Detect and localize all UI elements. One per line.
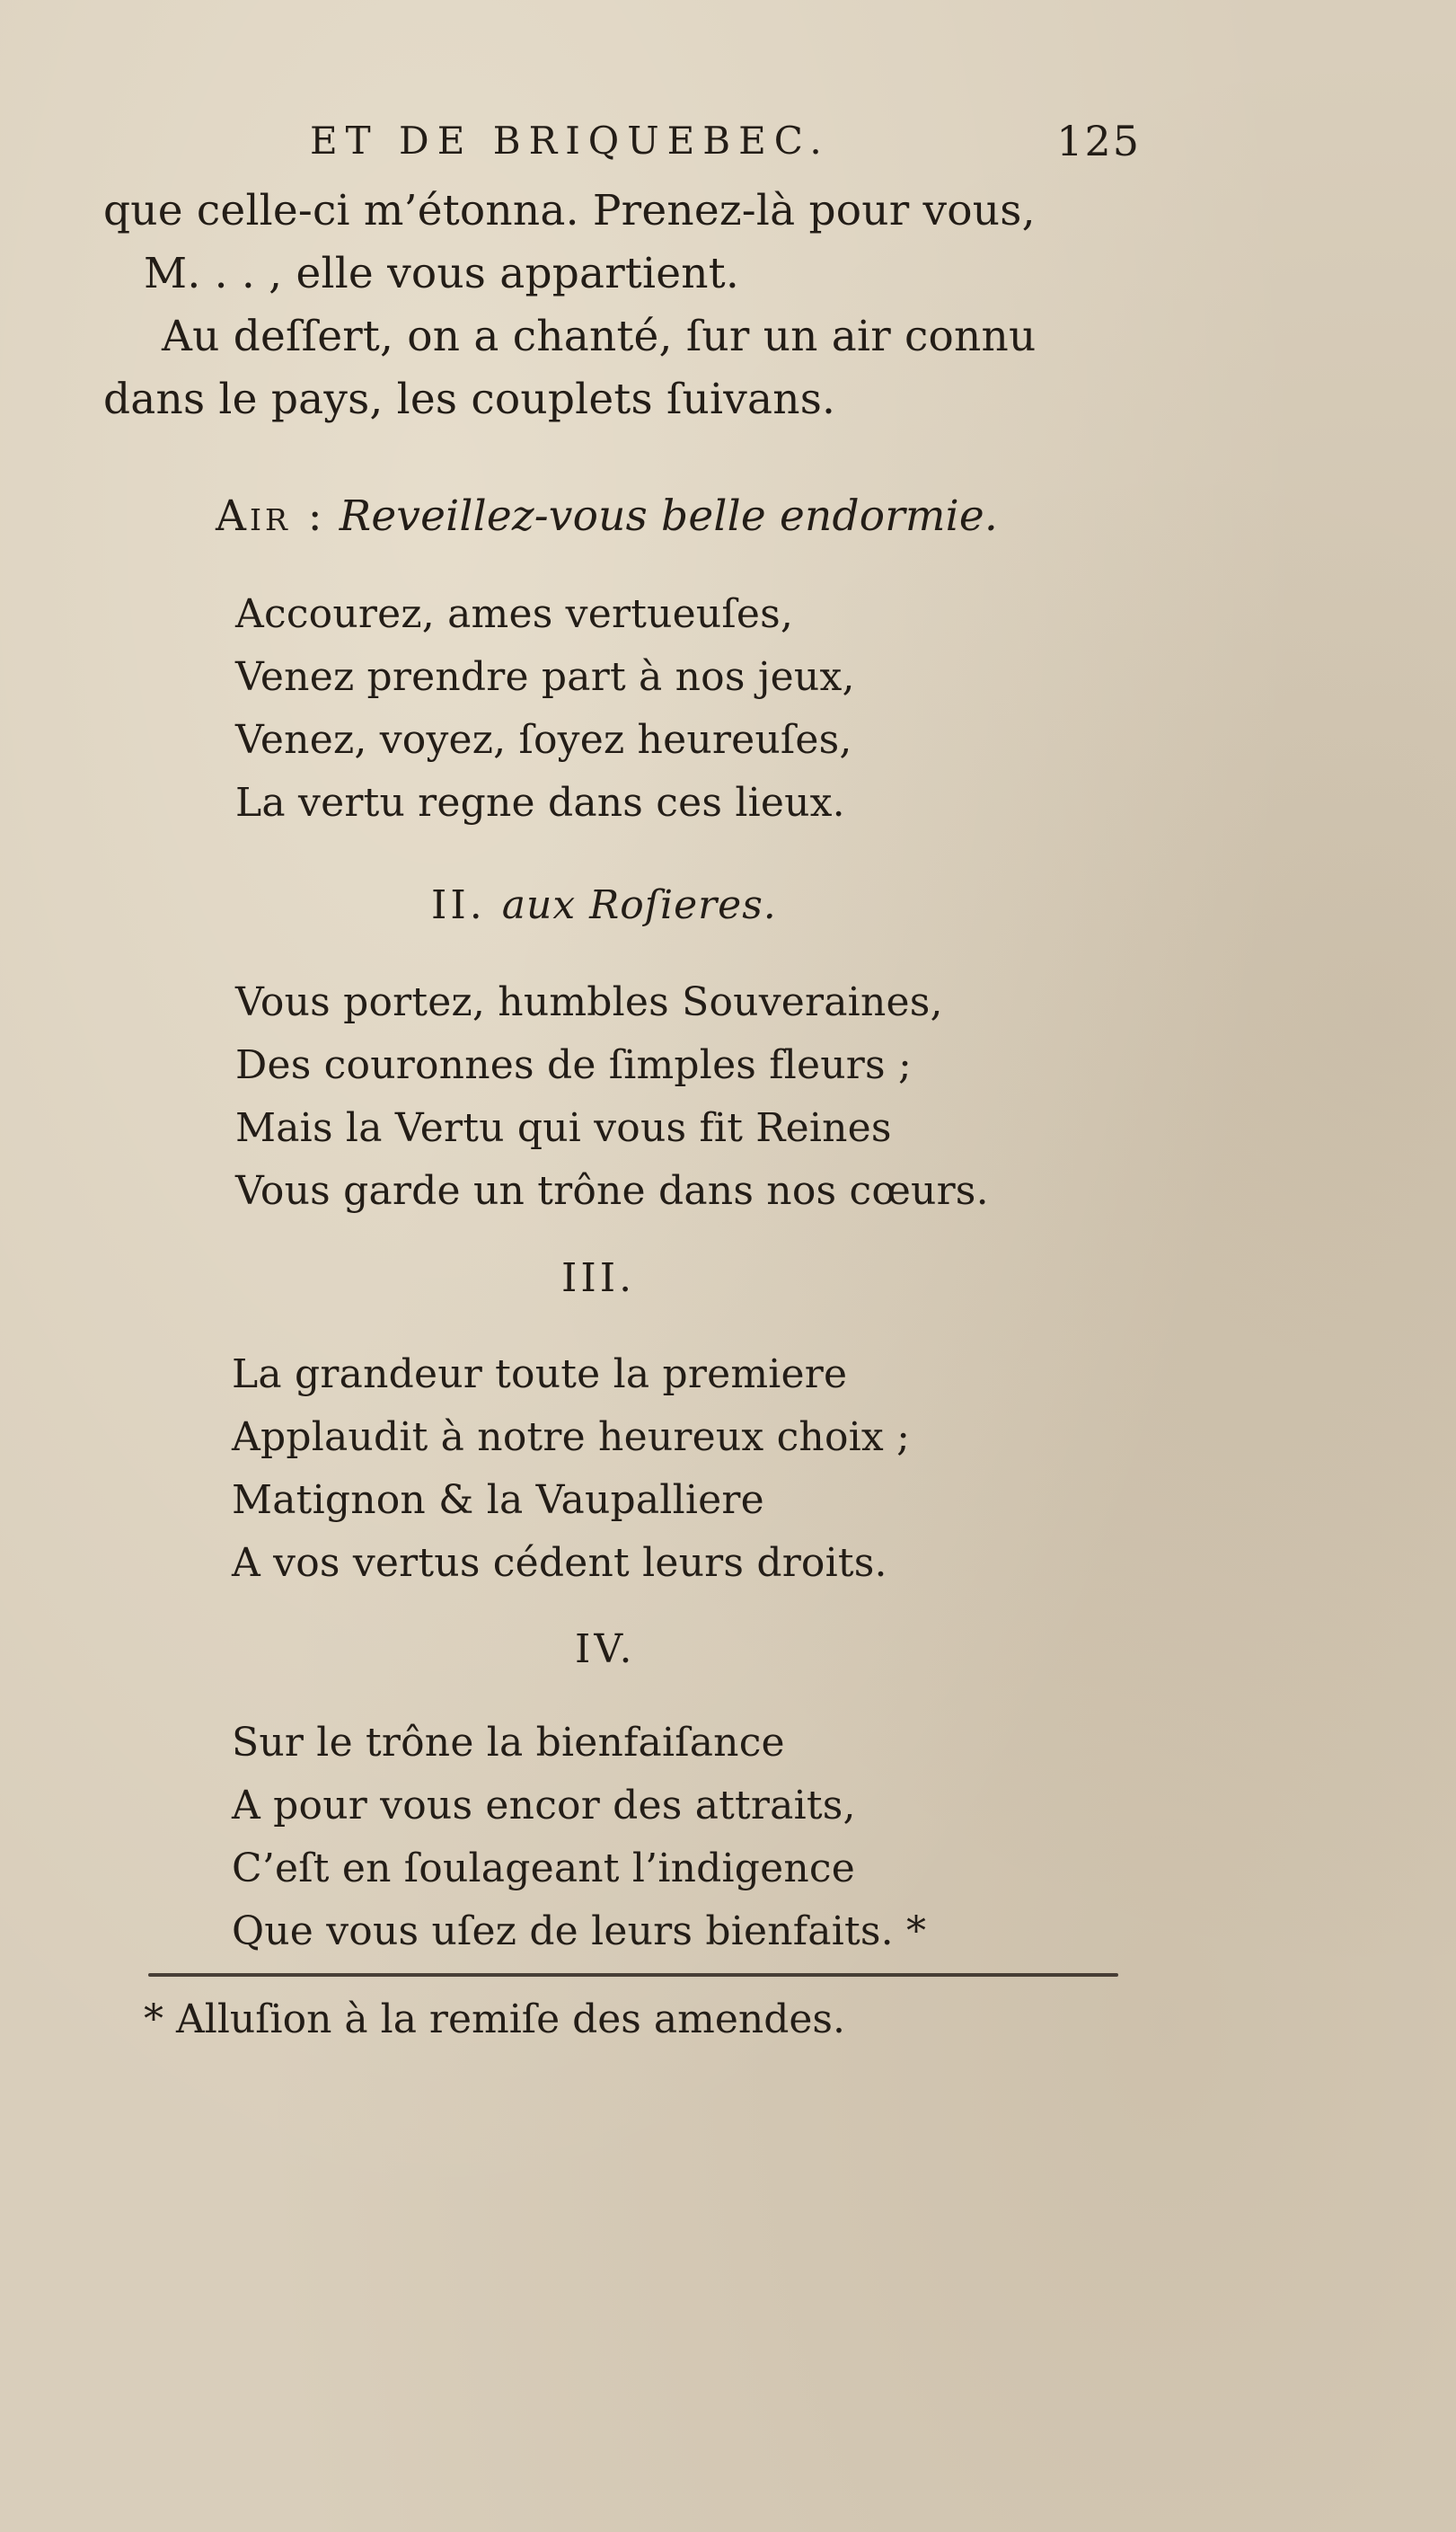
stanza-2-line-3: Mais la Vertu qui vous fit Reines xyxy=(235,1105,892,1151)
stanza-1-line-1: Accourez, ames vertueuſes, xyxy=(235,591,794,637)
stanza-2-subtitle: aux Roſieres. xyxy=(501,882,777,928)
air-label: Air : xyxy=(216,491,326,541)
air-title: Reveillez-vous belle endormie. xyxy=(339,491,999,541)
stanza-4-number: IV. xyxy=(575,1626,636,1672)
stanza-4-line-1: Sur le trône la bienfaiſance xyxy=(232,1720,785,1766)
stanza-3-line-3: Matignon & la Vaupalliere xyxy=(232,1477,764,1523)
stanza-2-number: II. xyxy=(431,882,486,928)
stanza-2-line-4: Vous garde un trône dans nos cœurs. xyxy=(235,1168,989,1214)
stanza-3-line-4: A vos vertus cédent leurs droits. xyxy=(232,1540,887,1586)
stanza-4-heading xyxy=(575,1625,635,1675)
footnote: * Alluſion à la remiſe des amendes. xyxy=(144,1996,845,2042)
stanza-4-line-3: C’eſt en ſoulageant l’indigence xyxy=(232,1846,856,1891)
air-heading xyxy=(216,490,998,544)
stanza-3-line-2: Applaudit à notre heureux choix ; xyxy=(232,1414,911,1460)
stanza-4-line-4: Que vous uſez de leurs bienfaits. * xyxy=(232,1908,927,1954)
stanza-1-line-3: Venez, voyez, ſoyez heureuſes, xyxy=(235,717,852,763)
stanza-3-heading xyxy=(561,1253,635,1304)
stanza-4-line-2: A pour vous encor des attraits, xyxy=(232,1783,856,1828)
page-number: 125 xyxy=(1056,117,1141,165)
page-header xyxy=(310,112,1141,175)
stanza-3-number: III. xyxy=(561,1255,636,1301)
stanza-2-heading xyxy=(431,881,777,931)
prose-line-1: que celle-ci m’étonna. Prenez-là pour vous, xyxy=(103,186,1036,235)
stanza-3-line-1: La grandeur toute la premiere xyxy=(232,1351,848,1397)
running-head: ET DE BRIQUEBEC. xyxy=(310,119,830,163)
stanza-1-line-4: La vertu regne dans ces lieux. xyxy=(235,780,845,826)
prose-line-2: M. . . , elle vous appartient. xyxy=(144,249,739,298)
prose-line-3: Au deſſert, on a chanté, ſur un air connu xyxy=(162,312,1037,361)
stanza-2-line-1: Vous portez, humbles Souveraines, xyxy=(235,979,943,1025)
stanza-1-line-2: Venez prendre part à nos jeux, xyxy=(235,654,855,700)
prose-line-4: dans le pays, les couplets ſuivans. xyxy=(103,375,836,424)
footnote-rule xyxy=(148,1973,1118,1977)
stanza-2-line-2: Des couronnes de ſimples fleurs ; xyxy=(235,1042,913,1088)
